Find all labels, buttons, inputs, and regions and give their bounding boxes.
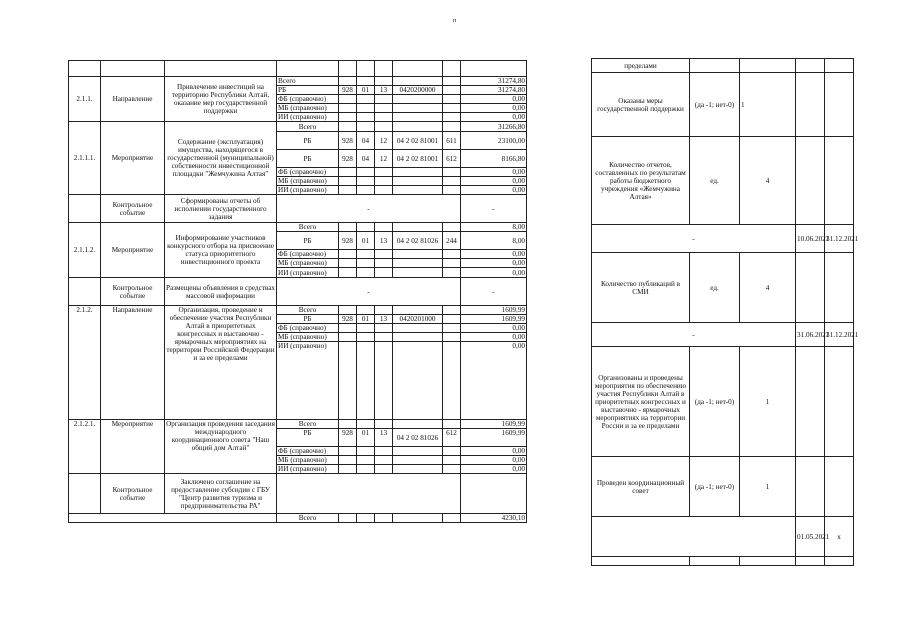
- table-cell: [393, 514, 443, 523]
- table-cell: пределами: [592, 59, 690, 73]
- table-cell: Оказаны меры государственной поддержки: [592, 73, 690, 137]
- table-row: [69, 77, 527, 86]
- table-cell: [339, 223, 357, 232]
- table-cell: РБ: [277, 429, 339, 447]
- table-cell: [740, 59, 796, 73]
- table-cell: [393, 177, 443, 186]
- table-cell: 928: [339, 315, 357, 324]
- table-cell: [443, 104, 461, 113]
- table-cell: х: [825, 517, 854, 557]
- table-cell: [69, 514, 277, 523]
- table-cell: 4230,10: [461, 514, 527, 523]
- table-cell: 31274,80: [461, 77, 527, 86]
- table-cell: [393, 113, 443, 122]
- table-cell: Всего: [277, 223, 339, 232]
- table-cell: [443, 113, 461, 122]
- table-cell: [393, 447, 443, 456]
- table-cell: ИИ (справочно): [277, 465, 339, 474]
- table-cell: МБ (справочно): [277, 333, 339, 342]
- table-cell: [443, 250, 461, 259]
- table-cell: РБ: [277, 132, 339, 150]
- table-cell: Контрольное событие: [101, 278, 165, 306]
- table-row: [69, 420, 527, 429]
- table-cell: 1609,99: [461, 420, 527, 429]
- table-cell: 2.1.1.1.: [69, 122, 101, 195]
- table-cell: [357, 268, 375, 278]
- table-cell: 4: [740, 253, 796, 323]
- table-cell: 8,00: [461, 232, 527, 250]
- table-cell: [393, 465, 443, 474]
- table-cell: [393, 250, 443, 259]
- table-cell: [443, 186, 461, 195]
- table-cell: РБ: [277, 150, 339, 168]
- table-cell: [375, 306, 393, 315]
- table-cell: МБ (справочно): [277, 177, 339, 186]
- table-cell: [357, 342, 375, 420]
- table-cell: 0,00: [461, 177, 527, 186]
- table-cell: Мероприятие: [101, 122, 165, 195]
- table-cell: МБ (справочно): [277, 259, 339, 268]
- table-cell: [443, 324, 461, 333]
- table-cell: 0,00: [461, 250, 527, 259]
- table-cell: 31274,80: [461, 86, 527, 95]
- table-cell: Организация, проведение и обеспечение участия Республики Алтай в приоритетных конгрессных и выставочно - ярмарочных мероприятиях на территории Российской Федерации и за ее пределами: [165, 306, 277, 420]
- table-cell: Информирование участников конкурсного отбора на присвоение статуса приоритетного инвестиционного проекта: [165, 223, 277, 278]
- table-cell: [357, 177, 375, 186]
- table-cell: 1: [740, 457, 796, 517]
- table-cell: [375, 514, 393, 523]
- table-cell: Всего: [277, 77, 339, 86]
- table-cell: [339, 342, 357, 420]
- header-row: [69, 61, 527, 77]
- table-cell: [357, 465, 375, 474]
- table-cell: [357, 456, 375, 465]
- table-cell: Проведен координационный совет: [592, 457, 690, 517]
- table-cell: [375, 168, 393, 177]
- table-cell: 13: [375, 232, 393, 250]
- table-cell: 01: [357, 86, 375, 95]
- table-cell: [357, 447, 375, 456]
- table-cell: [339, 61, 357, 77]
- table-cell: [393, 122, 443, 132]
- table-cell: Всего: [277, 306, 339, 315]
- table-cell: -: [461, 278, 527, 306]
- table-cell: Организация проведения заседания международного координационного совета "Наш общий дом Алтай": [165, 420, 277, 474]
- page-marker: п: [453, 18, 457, 24]
- table-cell: ИИ (справочно): [277, 342, 339, 420]
- table-cell: Контрольное событие: [101, 195, 165, 223]
- row-code: 2.1.1.: [69, 77, 101, 122]
- table-cell: (да -1; нет-0): [690, 347, 740, 457]
- table-cell: МБ (справочно): [277, 104, 339, 113]
- table-cell: [357, 186, 375, 195]
- table-cell: 23100,00: [461, 132, 527, 150]
- table-cell: [357, 250, 375, 259]
- table-cell: 2.1.2.: [69, 306, 101, 420]
- table-cell: [690, 557, 740, 566]
- table-cell: 12: [375, 150, 393, 168]
- table-cell: 0,00: [461, 268, 527, 278]
- table-cell: [375, 465, 393, 474]
- table-row: [592, 137, 854, 225]
- table-cell: [796, 137, 825, 225]
- table-cell: [443, 456, 461, 465]
- table-cell: [393, 104, 443, 113]
- control-event-row: [592, 517, 854, 557]
- table-cell: [393, 333, 443, 342]
- table-cell: [796, 557, 825, 566]
- table-cell: Всего: [277, 122, 339, 132]
- table-cell: [357, 514, 375, 523]
- table-cell: [740, 557, 796, 566]
- row-name: Привлечение инвестиций на территорию Республики Алтай, оказание мер государственной поддержки: [165, 77, 277, 122]
- table-cell: [393, 259, 443, 268]
- table-cell: [101, 61, 165, 77]
- table-cell: [443, 95, 461, 104]
- table-cell: [796, 253, 825, 323]
- table-cell: [357, 95, 375, 104]
- table-cell: ед.: [690, 253, 740, 323]
- table-cell: [393, 168, 443, 177]
- row-type: Направление: [101, 77, 165, 122]
- table-cell: [393, 268, 443, 278]
- table-cell: 01: [357, 315, 375, 324]
- table-cell: [443, 61, 461, 77]
- table-cell: 1609,99: [461, 306, 527, 315]
- table-row: [592, 457, 854, 517]
- table-cell: 0,00: [461, 113, 527, 122]
- table-cell: 31.06.2021: [796, 323, 825, 347]
- table-cell: [443, 315, 461, 324]
- table-cell: [461, 61, 527, 77]
- table-cell: Контрольное событие: [101, 474, 165, 514]
- table-cell: [393, 186, 443, 195]
- table-cell: [69, 474, 101, 514]
- table-cell: [339, 77, 357, 86]
- table-cell: 01: [357, 232, 375, 250]
- table-cell: 928: [339, 232, 357, 250]
- control-event-row: [592, 323, 854, 347]
- table-cell: (да -1; нет-0): [690, 73, 740, 137]
- table-cell: 01.05.2021: [796, 517, 825, 557]
- table-cell: [825, 347, 854, 457]
- table-row: [592, 59, 854, 73]
- table-cell: [357, 333, 375, 342]
- table-cell: [375, 104, 393, 113]
- table-cell: [339, 168, 357, 177]
- table-cell: [393, 223, 443, 232]
- table-cell: 0,00: [461, 456, 527, 465]
- table-cell: [339, 177, 357, 186]
- table-cell: 928: [339, 132, 357, 150]
- table-cell: [796, 457, 825, 517]
- table-cell: 0,00: [461, 186, 527, 195]
- table-cell: [375, 186, 393, 195]
- table-cell: [339, 306, 357, 315]
- table-cell: [825, 137, 854, 225]
- table-cell: 8166,80: [461, 150, 527, 168]
- table-row: [69, 223, 527, 232]
- table-cell: [825, 557, 854, 566]
- table-cell: [69, 61, 101, 77]
- table-cell: [339, 333, 357, 342]
- table-cell: 01: [357, 429, 375, 447]
- table-cell: [375, 223, 393, 232]
- table-cell: [375, 113, 393, 122]
- table-cell: 4: [740, 137, 796, 225]
- table-cell: 1: [740, 73, 796, 137]
- table-cell: 04: [357, 150, 375, 168]
- table-cell: [592, 517, 796, 557]
- table-cell: [357, 168, 375, 177]
- control-event-row: [69, 195, 527, 223]
- table-cell: [443, 447, 461, 456]
- indicators-table: [591, 58, 859, 566]
- table-cell: [443, 420, 461, 429]
- table-cell: [339, 104, 357, 113]
- table-cell: [339, 324, 357, 333]
- table-cell: [339, 465, 357, 474]
- table-cell: [339, 456, 357, 465]
- table-cell: (да -1; нет-0): [690, 457, 740, 517]
- table-cell: ФБ (справочно): [277, 324, 339, 333]
- table-cell: Содержание (эксплуатация) имущества, находящегося в государственной (муниципальной) собственности инвестиционной площадки "Жемчужина Алтая": [165, 122, 277, 195]
- table-cell: [339, 95, 357, 104]
- table-cell: 0,00: [461, 324, 527, 333]
- table-cell: [825, 253, 854, 323]
- table-cell: 31.12.2021: [825, 225, 854, 253]
- table-cell: [357, 259, 375, 268]
- table-cell: [339, 268, 357, 278]
- table-cell: [375, 77, 393, 86]
- table-cell: [357, 77, 375, 86]
- table-cell: Количество отчетов, составленных по результатам работы бюджетного учреждения «Жемчужина Алтая»: [592, 137, 690, 225]
- table-cell: [339, 447, 357, 456]
- table-cell: [592, 557, 690, 566]
- table-cell: 612: [443, 150, 461, 168]
- table-cell: 13: [375, 86, 393, 95]
- table-row: [69, 122, 527, 132]
- table-cell: 0,00: [461, 465, 527, 474]
- table-cell: [375, 268, 393, 278]
- table-cell: [393, 95, 443, 104]
- table-cell: [796, 73, 825, 137]
- table-cell: 1: [740, 347, 796, 457]
- table-cell: ед.: [690, 137, 740, 225]
- table-cell: [375, 447, 393, 456]
- table-cell: -: [592, 323, 796, 347]
- control-event-row: [592, 225, 854, 253]
- table-cell: [375, 324, 393, 333]
- table-cell: 04: [357, 132, 375, 150]
- table-cell: [357, 61, 375, 77]
- table-cell: [393, 420, 443, 429]
- table-cell: Заключено соглашение на предоставление субсидии с ГБУ "Центр развития туризма и предпринимательства РА": [165, 474, 277, 514]
- table-cell: 13: [375, 315, 393, 324]
- table-cell: 31.12.2021: [825, 323, 854, 347]
- table-cell: [443, 268, 461, 278]
- control-event-row: [69, 474, 527, 514]
- table-cell: [393, 77, 443, 86]
- table-cell: -: [592, 225, 796, 253]
- table-cell: [393, 324, 443, 333]
- table-cell: [393, 61, 443, 77]
- table-cell: [443, 465, 461, 474]
- table-cell: МБ (справочно): [277, 456, 339, 465]
- table-cell: РБ: [277, 232, 339, 250]
- table-cell: [375, 122, 393, 132]
- table-cell: 0,00: [461, 95, 527, 104]
- table-cell: Сформированы отчеты об исполнении государственного задания: [165, 195, 277, 223]
- table-cell: 612: [443, 429, 461, 447]
- table-cell: [443, 122, 461, 132]
- table-cell: Организованы и проведены мероприятия по обеспечению участия Республики Алтай в приоритетных конгрессных и выставочно - ярмарочных мероприятиях на территории России и за ее пределами: [592, 347, 690, 457]
- table-cell: 04 2 02 81001: [393, 132, 443, 150]
- table-cell: [443, 168, 461, 177]
- table-cell: [393, 342, 443, 420]
- table-cell: ИИ (справочно): [277, 113, 339, 122]
- table-cell: 0,00: [461, 259, 527, 268]
- table-cell: [357, 122, 375, 132]
- table-cell: [375, 420, 393, 429]
- table-cell: [165, 61, 277, 77]
- total-row: [592, 557, 854, 566]
- table-cell: Количество публикаций в СМИ: [592, 253, 690, 323]
- table-cell: [375, 177, 393, 186]
- table-cell: 0,00: [461, 333, 527, 342]
- table-cell: 0,00: [461, 168, 527, 177]
- table-cell: 0420200000: [393, 86, 443, 95]
- table-cell: [796, 347, 825, 457]
- table-cell: [393, 306, 443, 315]
- table-cell: 0,00: [461, 342, 527, 420]
- table-cell: ИИ (справочно): [277, 186, 339, 195]
- table-cell: [375, 456, 393, 465]
- table-cell: [339, 420, 357, 429]
- table-cell: [375, 95, 393, 104]
- table-cell: -: [277, 195, 461, 223]
- table-cell: 13: [375, 429, 393, 447]
- table-cell: [277, 61, 339, 77]
- table-cell: [443, 333, 461, 342]
- table-cell: 0,00: [461, 104, 527, 113]
- table-cell: [375, 342, 393, 420]
- table-cell: [443, 77, 461, 86]
- table-cell: -: [277, 278, 461, 306]
- table-cell: [339, 250, 357, 259]
- table-cell: [443, 86, 461, 95]
- table-cell: [796, 59, 825, 73]
- table-cell: 8,00: [461, 223, 527, 232]
- table-cell: [69, 278, 101, 306]
- table-cell: 0,00: [461, 447, 527, 456]
- table-cell: 928: [339, 429, 357, 447]
- table-cell: [825, 73, 854, 137]
- table-cell: [443, 514, 461, 523]
- table-cell: ИИ (справочно): [277, 268, 339, 278]
- table-cell: [393, 456, 443, 465]
- table-cell: ФБ (справочно): [277, 168, 339, 177]
- table-cell: Всего: [277, 420, 339, 429]
- table-cell: [357, 324, 375, 333]
- table-cell: [357, 306, 375, 315]
- table-cell: 928: [339, 86, 357, 95]
- table-cell: [443, 223, 461, 232]
- table-cell: [375, 250, 393, 259]
- table-cell: 928: [339, 150, 357, 168]
- table-row: [69, 306, 527, 315]
- table-cell: РБ: [277, 86, 339, 95]
- table-cell: 244: [443, 232, 461, 250]
- table-cell: [357, 104, 375, 113]
- table-cell: [339, 259, 357, 268]
- total-row: [69, 514, 527, 523]
- table-cell: [461, 474, 527, 514]
- table-cell: 1609,99: [461, 315, 527, 324]
- table-cell: 31266,80: [461, 122, 527, 132]
- table-cell: [443, 177, 461, 186]
- table-cell: Размещены объявления в средствах массовой информации: [165, 278, 277, 306]
- table-row: [592, 73, 854, 137]
- table-cell: [339, 186, 357, 195]
- table-cell: [375, 61, 393, 77]
- table-cell: [357, 420, 375, 429]
- table-cell: 12: [375, 132, 393, 150]
- table-cell: Направление: [101, 306, 165, 420]
- table-cell: ФБ (справочно): [277, 250, 339, 259]
- table-cell: 611: [443, 132, 461, 150]
- table-cell: [375, 259, 393, 268]
- table-cell: 10.06.2021: [796, 225, 825, 253]
- table-cell: [357, 113, 375, 122]
- table-cell: ФБ (справочно): [277, 95, 339, 104]
- table-cell: 04 2 02 81001: [393, 150, 443, 168]
- table-cell: РБ: [277, 315, 339, 324]
- table-cell: 2.1.1.2.: [69, 223, 101, 278]
- table-cell: [443, 306, 461, 315]
- table-cell: Всего: [277, 514, 339, 523]
- table-row: [592, 253, 854, 323]
- table-cell: [277, 474, 461, 514]
- table-cell: 2.1.2.1.: [69, 420, 101, 474]
- table-cell: [375, 333, 393, 342]
- table-cell: [339, 113, 357, 122]
- table-cell: 1609,99: [461, 429, 527, 447]
- table-cell: [690, 59, 740, 73]
- table-cell: 04 2 02 81026: [393, 232, 443, 250]
- table-cell: [339, 122, 357, 132]
- table-cell: [825, 59, 854, 73]
- table-row: [592, 347, 854, 457]
- table-cell: -: [461, 195, 527, 223]
- table-cell: Мероприятие: [101, 420, 165, 474]
- table-cell: [357, 223, 375, 232]
- table-cell: [825, 457, 854, 517]
- table-cell: [443, 342, 461, 420]
- table-cell: [339, 514, 357, 523]
- table-cell: [443, 259, 461, 268]
- table-cell: Мероприятие: [101, 223, 165, 278]
- table-cell: 04 2 02 81026: [393, 429, 443, 447]
- budget-table: [68, 60, 527, 523]
- table-cell: 0420201000: [393, 315, 443, 324]
- table-cell: [69, 195, 101, 223]
- control-event-row: [69, 278, 527, 306]
- table-cell: ФБ (справочно): [277, 447, 339, 456]
